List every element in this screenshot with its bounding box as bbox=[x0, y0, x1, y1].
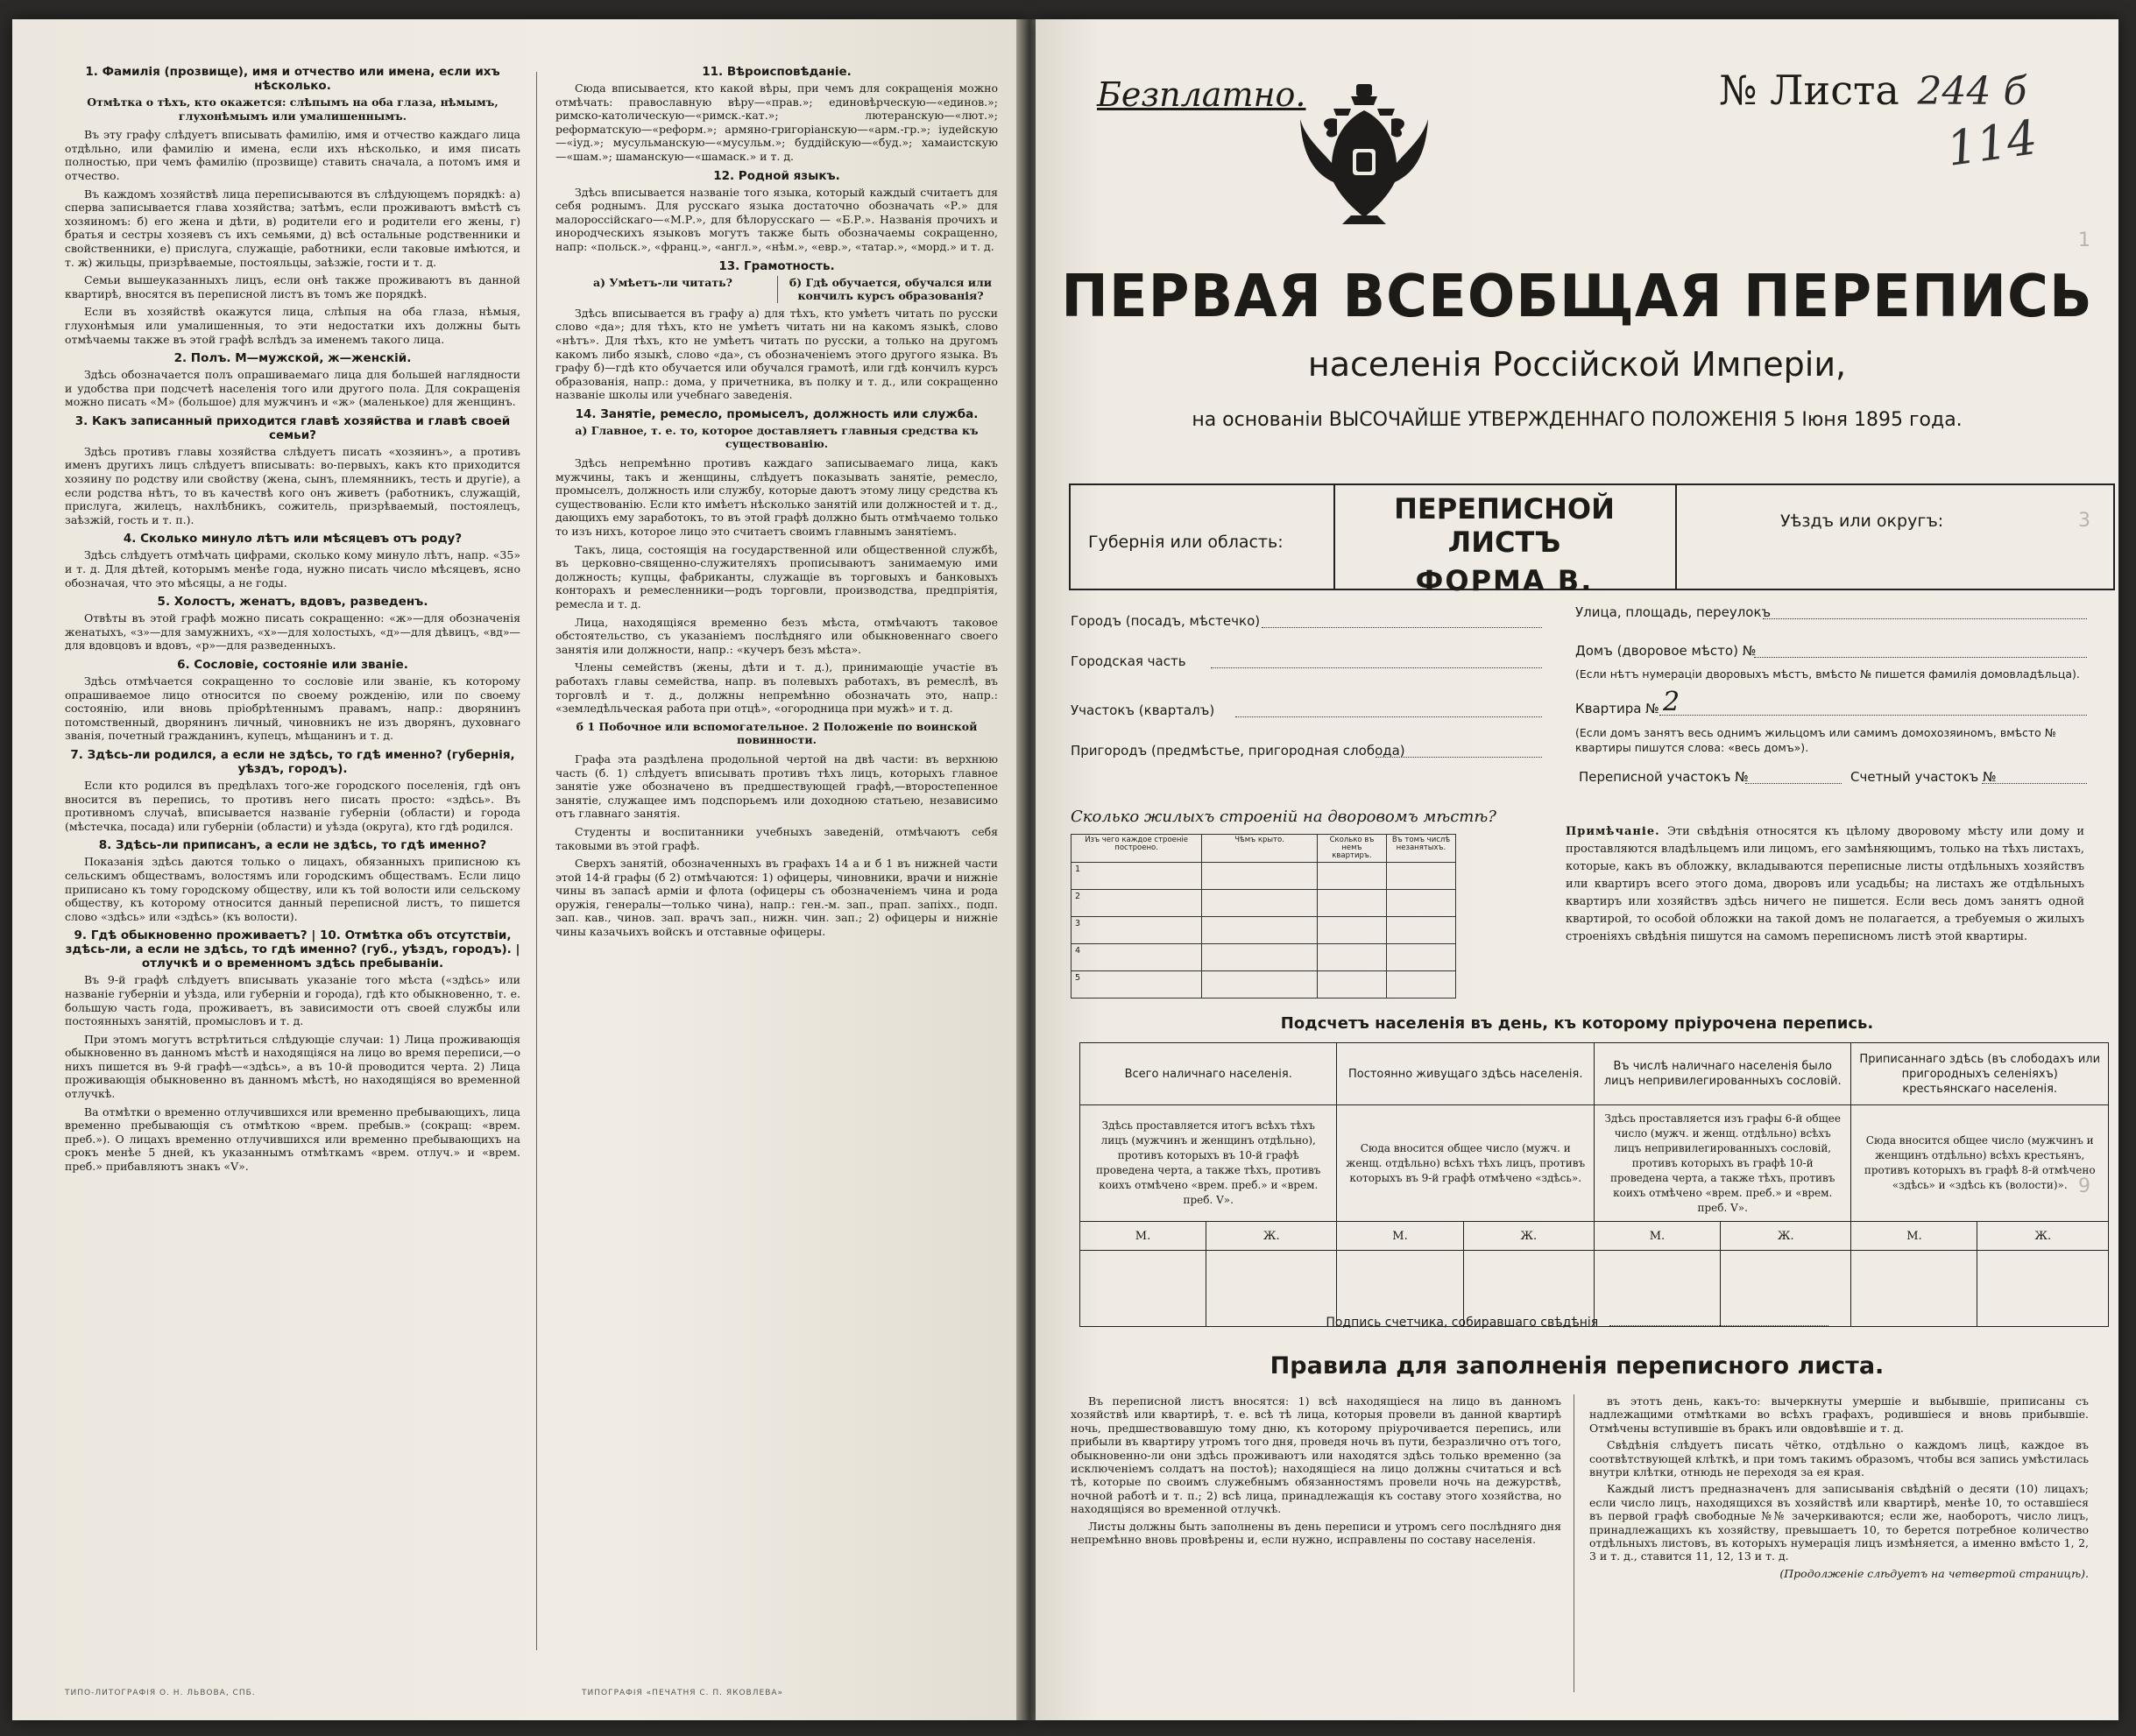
column-header: Въ числѣ наличнаго населенія было лицъ непривилегированныхъ сословій. bbox=[1594, 1043, 1850, 1105]
paragraph: Сюда вписывается, кто какой вѣры, при чемъ для сокращенія можно отмѣчать: православную вѣру—«прав.»; единовѣрческую—«единов.»; римско-католическую—«римск.-кат.»; лютеранскую—«лют.»; реформатскую—«реформ.»; армяно-григоріанскую—«арм.-гр.»; іудейскую—«іуд.»; мусульманскую—«мусульм.»; буддійскую—«буд.»; хамаистскую—«шам.»; шаманскую—«шамаск.» и т. д. bbox=[555, 81, 998, 163]
table-cell[interactable] bbox=[1202, 971, 1318, 999]
paragraph: Здѣсь отмѣчается сокращенно то сословіе или званіе, къ которому опрашиваемое лицо относится по своему рожденію, или по своему состоянію, или вновь пріобрѣтеннымъ правамъ, напр.: дворянинъ потомственный, дворянинъ личный, чиновникъ не изъ дворянъ, духовнаго званія, почетный гражданинъ, купецъ, мѣщанинъ и т. д. bbox=[65, 674, 520, 743]
main-title: ПЕРВАЯ ВСЕОБЩАЯ ПЕРЕПИСЬ bbox=[1061, 263, 2093, 331]
sheet-number bbox=[1719, 67, 2026, 114]
section-14-title: 14. Занятіе, ремесло, промыселъ, должность или служба. bbox=[575, 406, 979, 421]
precinct-field[interactable] bbox=[1235, 716, 1542, 717]
census-precinct-field[interactable] bbox=[1745, 783, 1842, 784]
section-8-title: 8. Здѣсь-ли приписанъ, а если не здѣсь, то гдѣ именно? bbox=[98, 838, 487, 853]
bleed-through-mark: 1 bbox=[2078, 229, 2090, 251]
table-row bbox=[1080, 1222, 2109, 1251]
form-title: ПЕРЕПИСНОЙ ЛИСТЪ bbox=[1394, 492, 1615, 559]
table-row bbox=[1072, 890, 1456, 917]
row-number: 2 bbox=[1072, 890, 1202, 917]
bleed-through-mark: 3 bbox=[2078, 510, 2090, 532]
table-cell[interactable] bbox=[1202, 863, 1318, 890]
imperial-eagle-emblem bbox=[1298, 84, 1430, 224]
paragraph: Члены семействъ (жены, дѣти и т. д.), принимающіе участіе въ работахъ главы семейства, напр. въ полевыхъ работахъ, въ ремеслѣ, въ торговлѣ и т. д., должны непремѣнно обозначать это, напр.: «земледѣльческая работа при отцѣ», «огородница при мужѣ» и т. д. bbox=[555, 660, 998, 716]
table-cell[interactable] bbox=[1386, 917, 1455, 944]
paragraph: Листы должны быть заполнены въ день переписи и утромъ сего послѣдняго дня непремѣнно вновь провѣрены и, если нужно, исправлены по составу населенія. bbox=[1071, 1519, 1561, 1547]
female-header: Ж. bbox=[1977, 1222, 2109, 1251]
precinct-label: Участокъ (кварталъ) bbox=[1071, 702, 1215, 718]
section-9-title: 9. Гдѣ обыкновенно проживаетъ? | 10. Отмѣтка объ отсутствіи, здѣсь-ли, а если не здѣсь, то гдѣ именно? (губ., уѣздъ, городъ). | отлучкѣ и о временномъ здѣсь пребываніи. bbox=[65, 928, 520, 971]
section-1-title: 1. Фамилія (прозвище), имя и отчество или имена, если ихъ нѣсколько. bbox=[85, 65, 500, 93]
column-header: Постоянно живущаго здѣсь населенія. bbox=[1337, 1043, 1594, 1105]
table-row bbox=[1072, 863, 1456, 890]
paragraph: Въ каждомъ хозяйствѣ лица переписываются въ слѣдующемъ порядкѣ: а) сперва записывается глава хозяйства; затѣмъ, если проживаютъ вмѣстѣ съ хозяиномъ: б) его жена и дѣти, в) родители его и родители его жены, г) братья и сестры хозяевъ съ ихъ семьями, д) всѣ остальные родственники и свойственники, е) прислуга, служащіе, работники, если таковые имѣются, и т. ж) жильцы, призрѣваемые, постояльцы, заѣзжіе, гости и т. д. bbox=[65, 187, 520, 269]
form-variant: ФОРМА В. bbox=[1415, 564, 1594, 597]
paragraph: Если кто родился въ предѣлахъ того-же городского поселенія, гдѣ онъ вносится въ перепись, то противъ него писать просто: «здѣсь». Въ противномъ случаѣ, вписывается названіе губерніи (области) и города (мѣстечка, посада) или губерніи (области) и уѣзда (округа), кто гдѣ родился. bbox=[65, 778, 520, 833]
table-row bbox=[1080, 1105, 2109, 1222]
table-cell[interactable] bbox=[1317, 971, 1386, 999]
paragraph: Въ переписной листъ вносятся: 1) всѣ находящіеся на лицо въ данномъ хозяйствѣ или квартирѣ, т. е. всѣ тѣ лица, которыя провели въ данной квартирѣ ночь, предшествовавшую тому дню, къ которому пріурочивается перепись, или прибыли въ квартиру утромъ того дня, проведя ночь въ пути, безразлично отъ того, обыкновенно-ли они здѣсь проживаютъ или находятся здѣсь только временно (за исключеніемъ солдатъ на постоѣ); находящіеся на лицо должны считаться и всѣ тѣ, которые по своимъ служебнымъ обязанностямъ провели ночь на дежурствѣ, ночной работѣ и т. п.; 2) всѣ лица, принадлежащія къ составу этого хозяйства, но находящіяся во временной отлучкѣ. bbox=[1071, 1394, 1561, 1516]
right-page bbox=[1036, 19, 2118, 1720]
paragraph: Лица, находящіяся временно безъ мѣста, отмѣчаютъ таковое обстоятельство, съ указаніемъ послѣдняго или обыкновеннаго своего занятія или должности, напр.: «кучеръ безъ мѣста». bbox=[555, 615, 998, 656]
sheet-number-label: № Листа bbox=[1719, 67, 1899, 114]
note-label: Примѣчаніе. bbox=[1566, 825, 1660, 838]
paragraph: Отвѣты въ этой графѣ можно писать сокращенно: «ж»—для обозначенія женатыхъ, «з»—для замужнихъ, «х»—для холостыхъ, «д»—для дѣвицъ, «вд»—для вдовцовъ и вдовъ, «р»—для разведенныхъ. bbox=[65, 611, 520, 653]
paragraph: Свѣдѣнія слѣдуетъ писать чётко, отдѣльно о каждомъ лицѣ, каждое въ соотвѣтствующей клѣткѣ, и при томъ такимъ образомъ, чтобы вся запись умѣстилась внутри клѣтки, отнюдь не переходя за ея края. bbox=[1589, 1438, 2089, 1479]
table-cell[interactable] bbox=[1386, 890, 1455, 917]
house-field[interactable] bbox=[1754, 657, 2087, 658]
paragraph: Показанія здѣсь даются только о лицахъ, обязанныхъ приписною къ сельскимъ обществамъ, волостямъ или городскимъ обществамъ. Если лицо приписано къ тому городскому обществу, или къ той волости или сельскому обществу, къ которому относится данный переписной листъ, то пишется слово «здѣсь» или «здѣсь» (къ волости). bbox=[65, 855, 520, 923]
male-header: М. bbox=[1080, 1222, 1206, 1251]
paragraph: Въ эту графу слѣдуетъ вписывать фамилію, имя и отчество каждаго лица отдѣльно, или фамилію и имена, если ихъ нѣсколько, и имя писать полностью, при чемъ фамилію (прозвище) ставить сначала, а потомъ имя и отчество. bbox=[65, 128, 520, 182]
note-text: Эти свѣдѣнія относятся къ цѣлому дворовому мѣсту или дому и проставляются владѣльцемъ или лицомъ, его замѣняющимъ, только на тѣхъ листахъ, которые, какъ въ обложку, вкладываются переписные листы отдѣльныхъ хозяйствъ или квартиръ всего этого дома, дворовъ или усадьбы; на листахъ же отдѣльныхъ квартиръ или хозяйствъ здѣсь ничего не пишется. Если весь домъ занятъ одной квартирой, то особой обложки на такой домъ не полагается, а требуемыя о жилыхъ строеніяхъ свѣдѣнія пишутся на самомъ переписномъ листѣ этой квартиры. bbox=[1566, 825, 2084, 943]
section-11-title: 11. Вѣроисповѣданіе. bbox=[702, 65, 852, 79]
continued-note: (Продолженіе слѣдуетъ на четвертой страницѣ). bbox=[1779, 1566, 2089, 1580]
paragraph: Сверхъ занятій, обозначенныхъ въ графахъ 14 а и б 1 въ нижней части этой 14-й графы (б 2) отмѣчаются: 1) офицеры, чиновники, врачи и нижніе чины въ запасѣ арміи и флота (офицеры съ обозначеніемъ чина и рода оружія, генералы—только чина), напр.: ген.-м. зап., прап. запіхх., подп. зап. кав., чинов. зап. врачъ зап., нижн. чин. зап.; 2) офицеры и нижніе чины казачьихъ войскъ и отставные офицеры. bbox=[555, 857, 998, 939]
female-header: Ж. bbox=[1206, 1222, 1337, 1251]
section-4-title: 4. Сколько минуло лѣтъ или мѣсяцевъ отъ роду? bbox=[123, 532, 463, 547]
section-14b: б 1 Побочное или вспомогательное. 2 Положеніе по воинской повинности. bbox=[576, 719, 978, 747]
population-count-title: Подсчетъ населенія въ день, къ которому пріурочена перепись. bbox=[1280, 1014, 1874, 1033]
table-cell[interactable] bbox=[1386, 971, 1455, 999]
paragraph: Здѣсь вписывается названіе того языка, который каждый считаетъ для себя роднымъ. Для русскаго языка достаточно обозначать «Р.» для малороссійскаго—«М.Р.», для бѣлорусскаго — «Б.Р.». Названія прочихъ и инородческихъ языковъ могутъ также быть обозначаемы сокращенно, напр: «польск.», «франц.», «англ.», «нѣм.», «евр.», «татар.», «морд.» и т. д. bbox=[555, 185, 998, 253]
table-cell[interactable] bbox=[1202, 890, 1318, 917]
city-part-field[interactable] bbox=[1211, 667, 1542, 668]
row-number: 3 bbox=[1072, 917, 1202, 944]
column-header: Изъ чего каждое строеніе построено. bbox=[1072, 835, 1202, 863]
paragraph: Студенты и воспитанники учебныхъ заведеній, отмѣчаютъ себя таковыми въ этой графѣ. bbox=[555, 824, 998, 852]
section-12-title: 12. Родной языкъ. bbox=[713, 168, 840, 183]
street-label: Улица, площадь, переулокъ bbox=[1575, 604, 1772, 620]
district-cell bbox=[1675, 485, 2113, 589]
rules-column-b bbox=[1589, 1394, 2089, 1584]
house-note: (Если нѣтъ нумераціи дворовыхъ мѣстъ, вмѣсто № пишется фамилія домовладѣльца). bbox=[1575, 667, 2080, 681]
section-13-subheads bbox=[555, 276, 998, 303]
section-6-title: 6. Сословіе, состояніе или званіе. bbox=[177, 658, 408, 672]
signature-label: Подпись счетчика, собиравшаго свѣдѣнія bbox=[1326, 1316, 1599, 1330]
bleed-through-mark: 9 bbox=[2078, 1175, 2090, 1197]
table-cell[interactable] bbox=[1202, 917, 1318, 944]
section-14a: а) Главное, т. е. то, которое доставляетъ главныя средства къ существованію. bbox=[575, 423, 979, 451]
city-field[interactable] bbox=[1262, 627, 1542, 628]
table-cell[interactable] bbox=[1317, 917, 1386, 944]
paragraph: Здѣсь вписывается въ графу а) для тѣхъ, кто умѣетъ читать по русски слово «да»; для тѣхъ, кто не умѣетъ читать ни на какомъ языкѣ, слово «нѣтъ». Для тѣхъ, кто не умѣетъ читать по русски, а только на другомъ какомъ либо языкѣ, слово «да», съ обозначеніемъ этого другого языка. Въ графу б)—гдѣ кто обучается или обучался грамотѣ, или гдѣ кончилъ курсъ образованія, напр.: дома, у причетника, въ полку и т. д., или сокращенно названіе школы или учебнаго заведенія. bbox=[555, 306, 998, 402]
section-2-title: 2. Полъ. М—мужской, ж—женскій. bbox=[173, 351, 412, 366]
free-label: Безплатно. bbox=[1097, 75, 1306, 114]
paragraph: Здѣсь непремѣнно противъ каждаго записываемаго лица, какъ мужчины, такъ и женщины, слѣдуетъ показывать занятіе, ремесло, промыселъ, должность или службу, которые даютъ этому лицу средства къ существованію. Если кто имѣетъ нѣсколько занятій или должностей и т. д., дающихъ ему заработокъ, то въ этой графѣ должно быть отмѣчаемо только то изъ нихъ, которое лицо это считаетъ своимъ главнымъ занятіемъ. bbox=[555, 456, 998, 539]
paragraph: Семьи вышеуказанныхъ лицъ, если онѣ также проживаютъ въ данной квартирѣ, вносятся въ переписной листъ въ томъ же порядкѣ. bbox=[65, 273, 520, 300]
column-header: Въ томъ числѣ незанятыхъ. bbox=[1386, 835, 1455, 863]
column-description: Здѣсь проставляется итогъ всѣхъ тѣхъ лицъ (мужчинъ и женщинъ отдѣльно), противъ которыхъ въ 10-й графѣ проведена черта, а также тѣхъ, противъ коихъ отмѣчено «врем. преб.» и «врем. преб. V». bbox=[1080, 1105, 1337, 1222]
signature-field[interactable] bbox=[1609, 1325, 1828, 1326]
section-13-title: 13. Грамотность. bbox=[718, 258, 835, 273]
row-number: 4 bbox=[1072, 944, 1202, 971]
row-number: 1 bbox=[1072, 863, 1202, 890]
section-5-title: 5. Холостъ, женатъ, вдовъ, разведенъ. bbox=[157, 595, 428, 610]
apartment-label: Квартира № bbox=[1575, 701, 1659, 716]
table-row bbox=[1072, 917, 1456, 944]
suburb-field[interactable] bbox=[1376, 757, 1542, 758]
house-label: Домъ (дворовое мѣсто) № bbox=[1575, 643, 1757, 659]
left-page bbox=[12, 19, 1027, 1720]
female-header: Ж. bbox=[1463, 1222, 1594, 1251]
structures-question: Сколько жилыхъ строеній на дворовомъ мѣстѣ? bbox=[1071, 808, 1496, 826]
instructions-column-b bbox=[555, 60, 998, 1668]
apartment-note: (Если домъ занятъ весь однимъ жильцомъ или самимъ домохозяиномъ, вмѣсто № квартиры пишутся слова: «весь домъ»). bbox=[1575, 726, 2056, 754]
section-1-subtitle: Отмѣтка о тѣхъ, кто окажется: слѣпымъ на оба глаза, нѣмымъ, глухонѣмымъ или умалишеннымъ. bbox=[87, 95, 499, 123]
paragraph: Каждый листъ предназначенъ для записыванія свѣдѣній о десяти (10) лицахъ; если число лицъ, находящихся въ хозяйствѣ или квартирѣ, менѣе 10, то оставшіеся въ первой графѣ свободные №№ зачеркиваются; если же, наоборотъ, число лицъ, принадлежащихъ къ хозяйству, превышаетъ 10, то берется потребное количество отдѣльныхъ листовъ, въ которыхъ нумерація лицъ измѣняется, а именно вмѣсто 1, 2, 3 и т. д., ставится 11, 12, 13 и т. д. bbox=[1589, 1482, 2089, 1563]
handwritten-page-number: 114 bbox=[1943, 109, 2041, 177]
printer-imprint: ТИПОГРАФІЯ «ПЕЧАТНЯ С. П. ЯКОВЛЕВА» bbox=[582, 1689, 784, 1697]
paragraph: Графа эта раздѣлена продольной чертой на двѣ части: въ верхнюю часть (б. 1) слѣдуетъ вписывать противъ тѣхъ лицъ, которыхъ главное занятіе уже обозначено въ предшествующей графѣ,—второстепенное занятіе, служащее имъ подспорьемъ или доходною статьею, независимо отъ главнаго занятія. bbox=[555, 752, 998, 821]
legal-basis: на основаніи ВЫСОЧАЙШЕ УТВЕРЖДЕННАГО ПОЛОЖЕНІЯ 5 Іюня 1895 года. bbox=[1192, 409, 1963, 431]
table-cell[interactable] bbox=[1317, 944, 1386, 971]
paragraph: Ва отмѣтки о временно отлучившихся или временно пребывающихъ, лица временно пребывающія съ отмѣткою «врем. пребыв.» (сокращ: «врем. преб.»). О лицахъ временно отлучившихся или временно пребывающихъ на срокъ менѣе 5 дней, къ указаннымъ отмѣткамъ «врем. отлуч.» и «врем. преб.» прибавляютъ знакъ «V». bbox=[65, 1104, 520, 1174]
sheet-number-handwritten: 244 б bbox=[1917, 69, 2027, 114]
counting-precinct-field[interactable] bbox=[1982, 783, 2087, 784]
table-cell[interactable] bbox=[1317, 890, 1386, 917]
table-row bbox=[1072, 944, 1456, 971]
table-cell[interactable] bbox=[1202, 944, 1318, 971]
male-header: М. bbox=[1594, 1222, 1720, 1251]
section-13b: б) Гдѣ обучается, обучался или кончилъ курсъ образованія? bbox=[777, 276, 998, 303]
signature-line bbox=[1036, 1316, 2118, 1330]
column-header: Приписаннаго здѣсь (въ слободахъ или пригородныхъ селеніяхъ) крестьянскаго населенія. bbox=[1851, 1043, 2109, 1105]
counting-precinct-label: Счетный участокъ № bbox=[1850, 769, 1997, 785]
province-label: Губернія или область: bbox=[1088, 533, 1284, 552]
section-3-title: 3. Какъ записанный приходится главѣ хозяйства и главѣ своей семьи? bbox=[74, 413, 511, 442]
rules-title: Правила для заполненія переписного листа. bbox=[1270, 1352, 1885, 1380]
paragraph: Здѣсь обозначается полъ опрашиваемаго лица для большей наглядности и удобства при подсчетѣ населенія того или другого пола. Для сокращенія можно писать «М» (большое) для мужчинъ и «ж» (маленькое) для женщинъ. bbox=[65, 368, 520, 409]
paragraph: Такъ, лица, состоящія на государственной или общественной службѣ, въ церковно-священно-служителяхъ прописываютъ занимаемую ими должность; купцы, фабриканты, служащіе въ торговыхъ и банковыхъ конторахъ и ремесленники—родъ торговли, производства, предпріятія, ремесла и т. д. bbox=[555, 542, 998, 610]
section-13a: а) Умѣетъ-ли читать? bbox=[593, 275, 732, 289]
city-part-label: Городская часть bbox=[1071, 653, 1186, 669]
form-title-cell bbox=[1333, 485, 1677, 597]
census-precinct-label: Переписной участокъ № bbox=[1579, 769, 1749, 785]
printer-imprint: ТИПО-ЛИТОГРАФІЯ О. Н. ЛЬВОВА, СПБ. bbox=[65, 1689, 256, 1697]
paragraph: Здѣсь противъ главы хозяйства слѣдуетъ писать «хозяинъ», а противъ именъ другихъ лицъ слѣдуетъ вписывать: во-первыхъ, какъ кто приходится хозяину по родству или свойству (жена, сынъ, племянникъ, тесть и другіе), а если родства нѣтъ, то въ качествѣ кого онъ живетъ (работникъ, служащій, прислуга, жилецъ, нахлѣбникъ, сожитель, призрѣваемый, постоялецъ, заѣзжій, гость и т. п.). bbox=[65, 444, 520, 526]
form-header-box bbox=[1069, 483, 2115, 597]
table-header-row bbox=[1080, 1043, 2109, 1105]
column-header: Чѣмъ крыто. bbox=[1202, 835, 1318, 863]
table-cell[interactable] bbox=[1386, 944, 1455, 971]
suburb-label: Пригородъ (предмѣстье, пригородная слобода) bbox=[1071, 743, 1405, 759]
paragraph: Если въ хозяйствѣ окажутся лица, слѣпыя на оба глаза, нѣмыя, глухонѣмыя или умалишенныя, то эти недостатки ихъ должны быть отмѣчаемы также въ этой графѣ вслѣдъ за именемъ такого лица. bbox=[65, 305, 520, 346]
structures-note bbox=[1566, 823, 2084, 946]
paragraph: въ этотъ день, какъ-то: вычеркнуты умершіе и выбывшіе, приписаны съ надлежащими отмѣтками во всѣхъ графахъ, родившіеся и вновь прибывшіе. Отмѣчены вступившіе въ бракъ или овдовѣвшіе и т. д. bbox=[1589, 1394, 2089, 1435]
paragraph: Здѣсь слѣдуетъ отмѣчать цифрами, сколько кому минуло лѣтъ, напр. «35» и т. д. Для дѣтей, которымъ менѣе года, нужно писать число мѣсяцевъ, ясно обозначая, что это мѣсяцы, а не годы. bbox=[65, 548, 520, 589]
column-description: Сюда вносится общее число (мужчинъ и женщинъ отдѣльно) всѣхъ крестьянъ, противъ которыхъ въ графѣ 8-й отмѣчено «здѣсь» и «здѣсь къ (волости)». bbox=[1851, 1105, 2109, 1222]
apartment-number-handwritten: 2 bbox=[1663, 687, 1680, 717]
male-header: М. bbox=[1337, 1222, 1463, 1251]
column-description: Сюда вносится общее число (мужч. и женщ. отдѣльно) всѣхъ тѣхъ лицъ, противъ которыхъ въ 9-й графѣ отмѣчено «здѣсь». bbox=[1337, 1105, 1594, 1222]
apartment-field[interactable] bbox=[1659, 715, 2087, 716]
row-number: 5 bbox=[1072, 971, 1202, 999]
column-header: Сколько въ немъ квартиръ. bbox=[1317, 835, 1386, 863]
table-row bbox=[1072, 971, 1456, 999]
district-label: Уѣздъ или округъ: bbox=[1780, 512, 1944, 531]
column-description: Здѣсь проставляется изъ графы 6-й общее число (мужч. и женщ. отдѣльно) всѣхъ лицъ непривилегированныхъ сословій, противъ которыхъ въ графѣ 10-й проведена черта, а также тѣхъ, противъ коихъ отмѣчено «врем. преб.» и «врем. преб. V». bbox=[1594, 1105, 1850, 1222]
column-header: Всего наличнаго населенія. bbox=[1080, 1043, 1337, 1105]
male-header: М. bbox=[1851, 1222, 1977, 1251]
province-cell bbox=[1071, 485, 1335, 589]
instructions-column-a bbox=[65, 60, 520, 1668]
table-header-row bbox=[1072, 835, 1456, 863]
subtitle: населенія Россійской Имперіи, bbox=[1307, 345, 1847, 384]
rules-column-a bbox=[1071, 1394, 1561, 1549]
structures-table bbox=[1071, 834, 1456, 999]
population-count-table bbox=[1079, 1042, 2109, 1327]
section-7-title: 7. Здѣсь-ли родился, а если не здѣсь, то гдѣ именно? (губернія, уѣздъ, городъ). bbox=[70, 747, 515, 776]
female-header: Ж. bbox=[1721, 1222, 1851, 1251]
paragraph: Въ 9-й графѣ слѣдуетъ вписывать указаніе того мѣста («здѣсь» или названіе губерніи и уѣзда, или губерніи и города), гдѣ кто обыкновенно, т. е. большую часть года, проживаетъ, въ зависимости отъ своей службы или постоянныхъ занятій, промысловъ и т. д. bbox=[65, 973, 520, 1028]
table-cell[interactable] bbox=[1386, 863, 1455, 890]
column-divider bbox=[536, 72, 537, 1650]
paragraph: При этомъ могутъ встрѣтиться слѣдующіе случаи: 1) Лица проживающія обыкновенно въ данномъ мѣстѣ и находящіяся на лицо во время переписи,—о нихъ пишется въ 9-й графѣ—«здѣсь», а въ 10-й проводится черта. 2) Лица проживающія обыкновенно въ данномъ мѣстѣ, но находящіяся во временной отлучкѣ. bbox=[65, 1032, 520, 1101]
city-label: Городъ (посадъ, мѣстечко) bbox=[1071, 613, 1261, 629]
table-cell[interactable] bbox=[1317, 863, 1386, 890]
street-field[interactable] bbox=[1763, 618, 2087, 619]
